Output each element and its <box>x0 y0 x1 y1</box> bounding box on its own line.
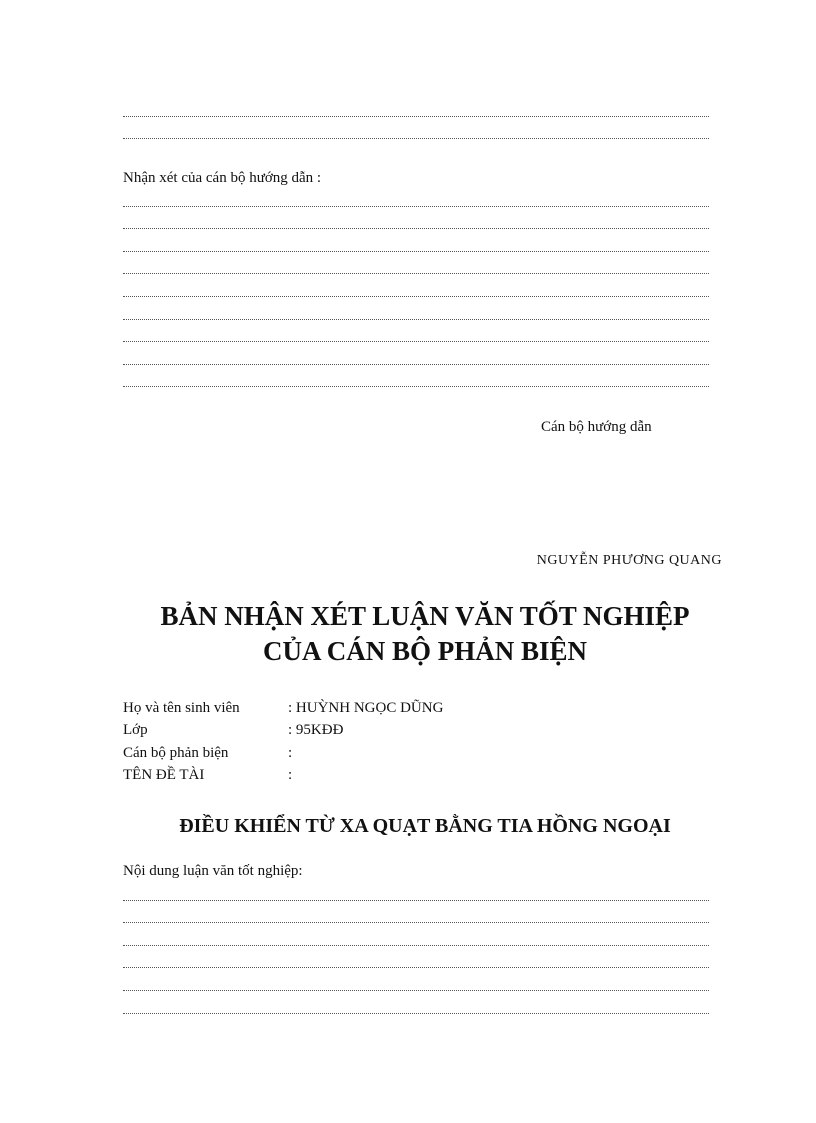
dotted-line <box>123 326 709 349</box>
dotted-line <box>123 884 709 907</box>
dotted-line <box>123 213 709 236</box>
advisor-dotted-lines <box>123 190 709 393</box>
field-label: Họ và tên sinh viên <box>123 700 240 716</box>
dotted-line <box>123 123 709 146</box>
dotted-line <box>123 280 709 303</box>
field-student-name <box>123 699 443 717</box>
top-dotted-lines <box>123 100 709 145</box>
dotted-line <box>123 258 709 281</box>
dotted-line <box>123 190 709 213</box>
advisor-signature-label: Cán bộ hướng dẫn <box>541 419 652 435</box>
dotted-line <box>123 997 709 1020</box>
form-title-line1: BẢN NHẬN XÉT LUẬN VĂN TỐT NGHIỆP <box>160 601 690 631</box>
dotted-line <box>123 371 709 394</box>
advisor-comment-heading: Nhận xét của cán bộ hướng dẫn : <box>123 170 322 186</box>
advisor-name: NGUYỄN PHƯƠNG QUANG <box>536 553 722 568</box>
thesis-topic: ĐIỀU KHIỂN TỪ XA QUẠT BẰNG TIA HỒNG NGOẠI <box>179 815 671 837</box>
field-value: : HUỲNH NGỌC DŨNG <box>288 700 444 716</box>
dotted-line <box>123 303 709 326</box>
content-dotted-lines <box>123 884 709 1020</box>
dotted-line <box>123 952 709 975</box>
field-reviewer <box>123 744 292 762</box>
dotted-line <box>123 348 709 371</box>
dotted-line <box>123 907 709 930</box>
dotted-line <box>123 974 709 997</box>
field-label: TÊN ĐỀ TÀI <box>123 767 205 783</box>
dotted-line <box>123 100 709 123</box>
form-title-line2: CỦA CÁN BỘ PHẢN BIỆN <box>262 636 588 666</box>
dotted-line <box>123 235 709 258</box>
field-value: : <box>288 745 293 761</box>
field-label: Cán bộ phản biện <box>123 745 229 761</box>
field-label: Lớp <box>123 722 148 738</box>
field-value: : 95KĐĐ <box>288 722 344 738</box>
field-topic-name <box>123 766 292 784</box>
field-class <box>123 721 343 739</box>
field-value: : <box>288 767 293 783</box>
content-heading: Nội dung luận văn tốt nghiệp: <box>123 863 303 879</box>
dotted-line <box>123 929 709 952</box>
